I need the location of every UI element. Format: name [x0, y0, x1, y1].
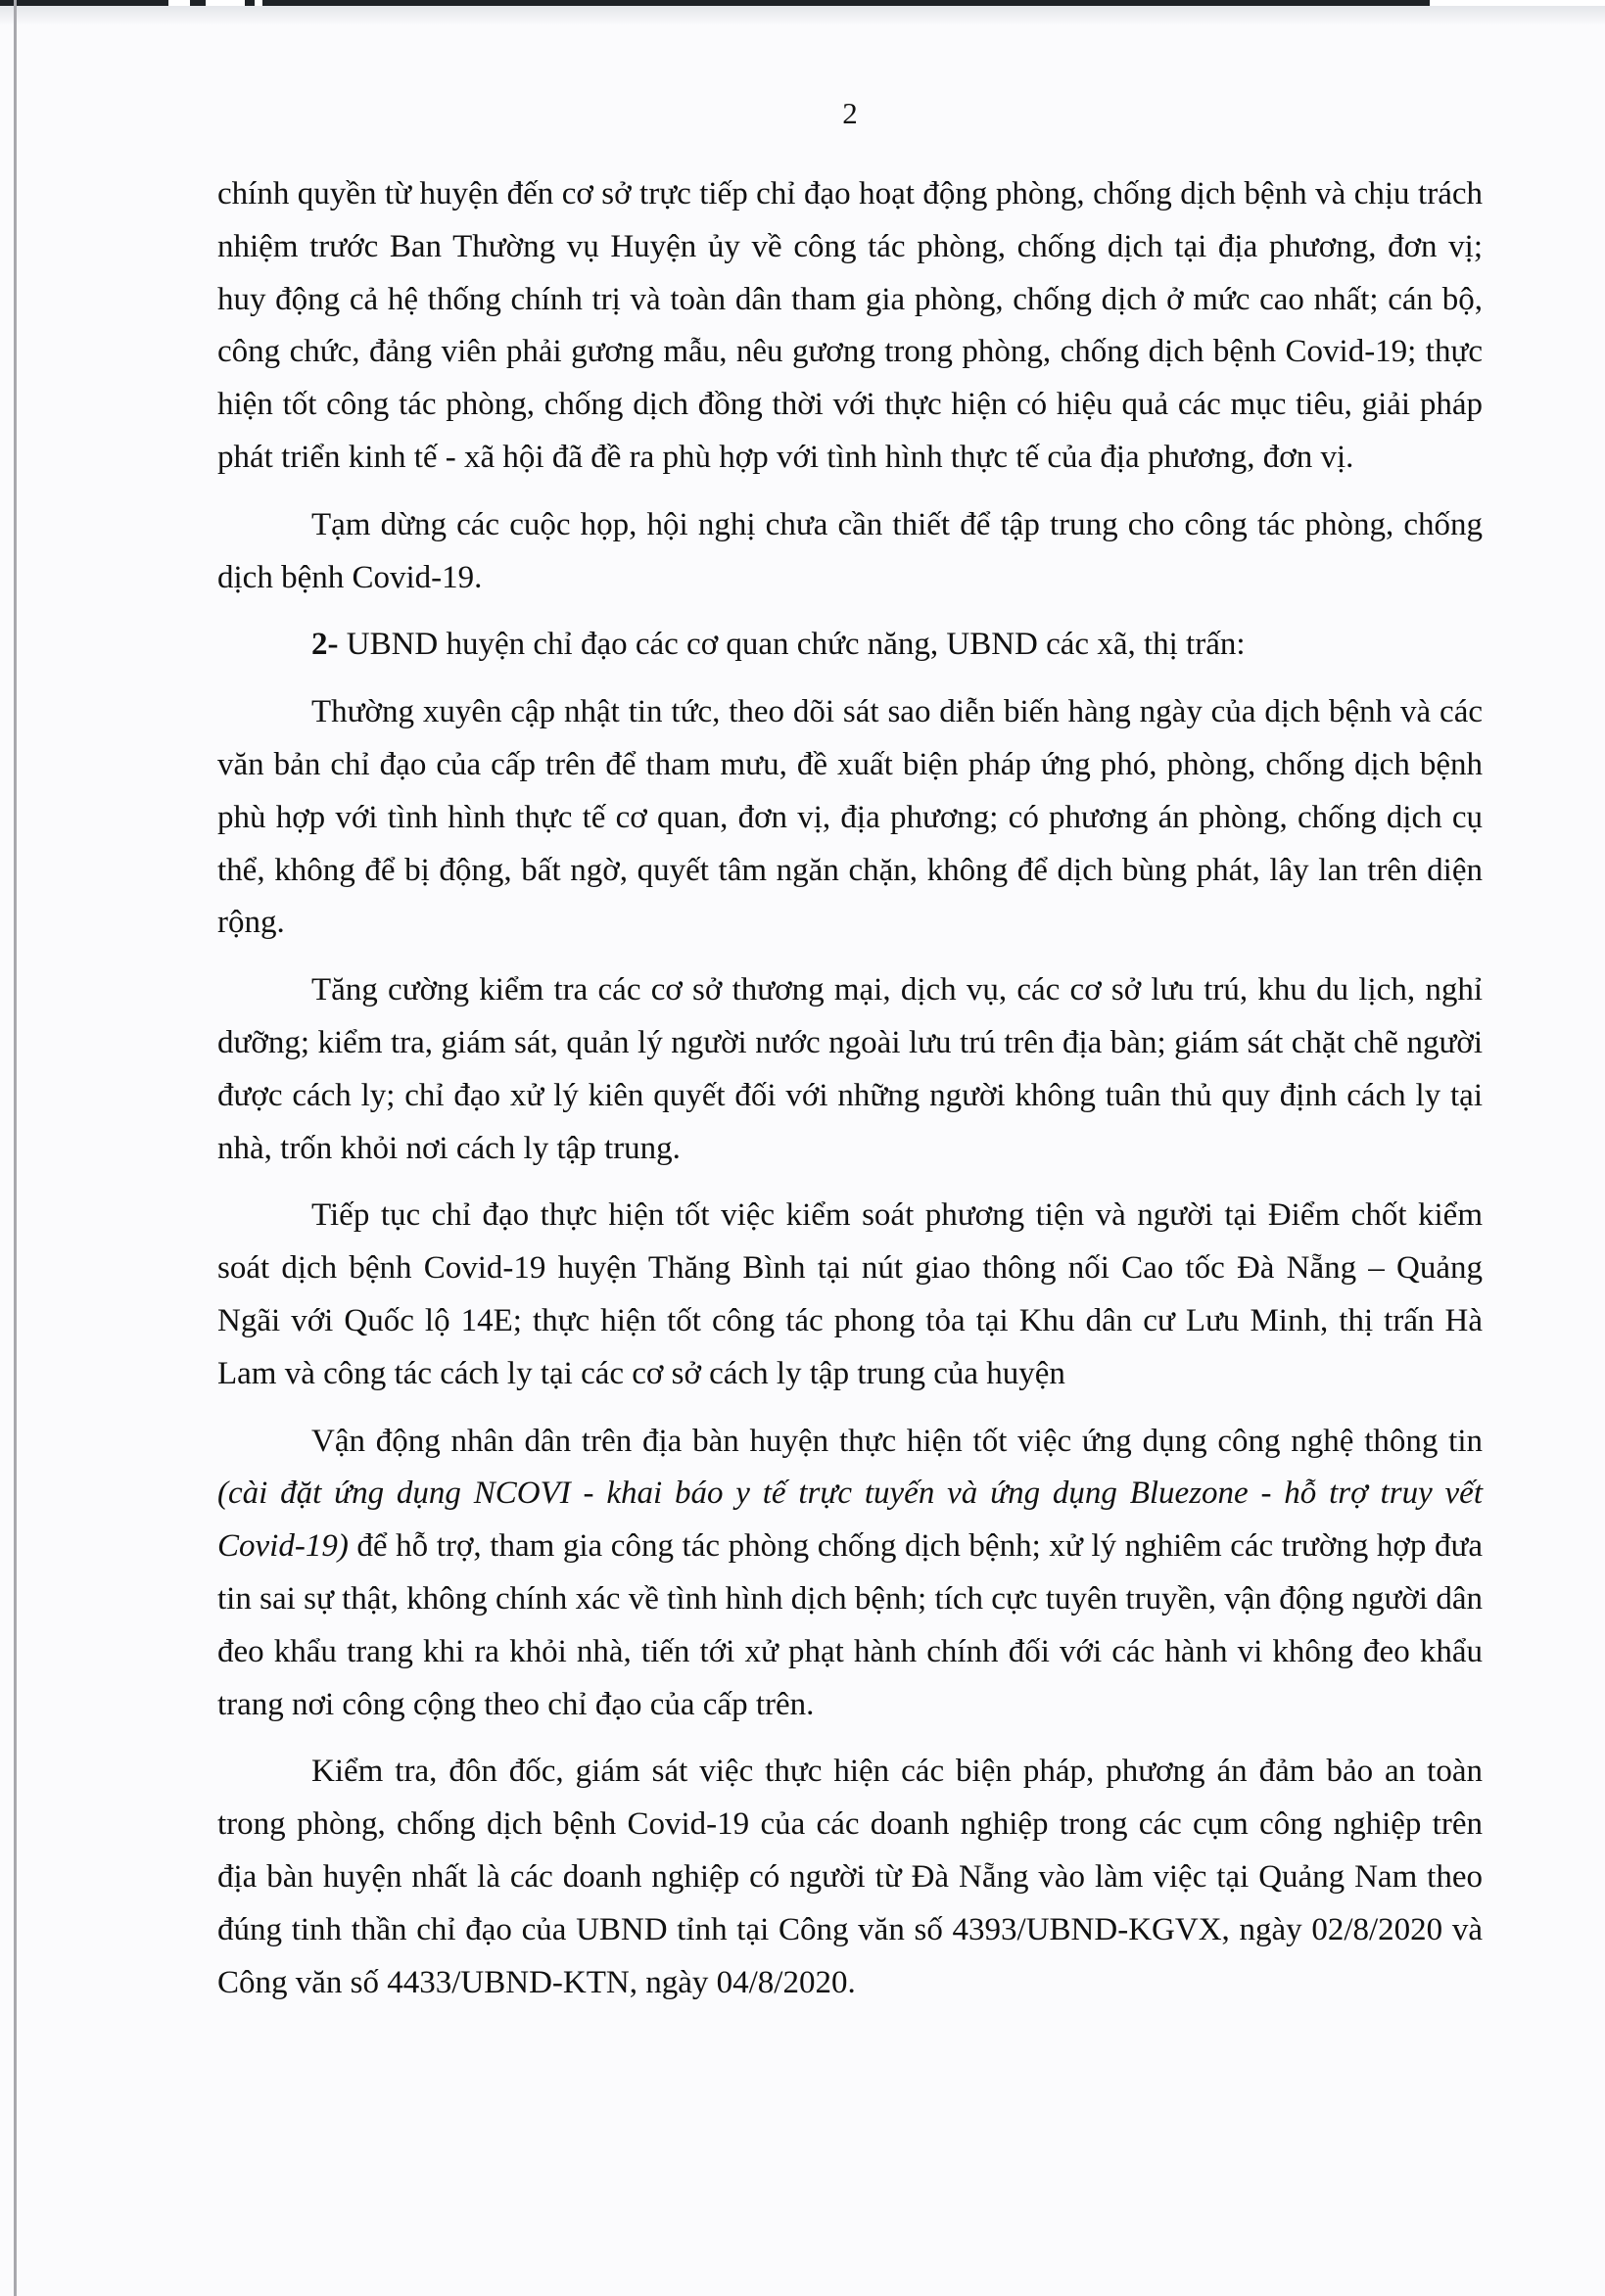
document-page	[217, 94, 1483, 2024]
scan-left-edge	[14, 0, 17, 2296]
paragraph-text: để hỗ trợ, tham gia công tác phòng chống dịch bệnh; xử lý nghiêm các trường hợp đưa tin sai sự thật, không chính xác về tình hình dịch bệnh; tích cực tuyên truyền, vận động người dân đeo khẩu trang khi ra khỏi nhà, tiến tới xử phạt hành chính đối với các hành vi không đeo khẩu trang nơi công cộng theo chỉ đạo của cấp trên.	[217, 1528, 1483, 1722]
section-heading-ubnd-directives	[217, 619, 1483, 672]
paragraph-checkpoint-control: Tiếp tục chỉ đạo thực hiện tốt việc kiểm soát phương tiện và người tại Điểm chốt kiểm soát dịch bệnh Covid-19 huyện Thăng Bình tại nút giao thông nối Cao tốc Đà Nẵng – Quảng Ngãi với Quốc lộ 14E; thực hiện tốt công tác phong tỏa tại Khu dân cư Lưu Minh, thị trấn Hà Lam và công tác cách ly tại các cơ sở cách ly tập trung của huyện	[217, 1197, 1483, 1391]
paragraph-enterprise-supervision: Kiểm tra, đôn đốc, giám sát việc thực hiện các biện pháp, phương án đảm bảo an toàn trong phòng, chống dịch bệnh Covid-19 của các doanh nghiệp trong các cụm công nghiệp trên địa bàn huyện nhất là các doanh nghiệp có người từ Đà Nẵng vào làm việc tại Quảng Nam theo đúng tinh thần chỉ đạo của UBND tỉnh tại Công văn số 4393/UBND-KGVX, ngày 02/8/2020 và Công văn số 4433/UBND-KTN, ngày 04/8/2020.	[217, 1754, 1483, 2000]
section-number: 2-	[311, 627, 339, 663]
scan-top-shadow	[0, 6, 1605, 25]
paragraph-it-application	[217, 1416, 1483, 1732]
app-install-note: (cài đặt ứng dụng NCOVI - khai báo y tế trực tuyến và ứng dụng Bluezone - hỗ trợ truy vết Covid-19)	[217, 1476, 1483, 1565]
section-heading-text: UBND huyện chỉ đạo các cơ quan chức năng, UBND các xã, thị trấn:	[338, 627, 1246, 663]
paragraph-regular-updates: Thường xuyên cập nhật tin tức, theo dõi sát sao diễn biến hàng ngày của dịch bệnh và các văn bản chỉ đạo của cấp trên để tham mưu, đề xuất biện pháp ứng phó, phòng, chống dịch bệnh phù hợp với tình hình thực tế cơ quan, đơn vị, địa phương; có phương án phòng, chống dịch cụ thể, không để bị động, bất ngờ, quyết tâm ngăn chặn, không để dịch bùng phát, lây lan trên diện rộng.	[217, 694, 1483, 941]
paragraph-suspend-meetings: Tạm dừng các cuộc họp, hội nghị chưa cần thiết để tập trung cho công tác phòng, chống dịch bệnh Covid-19.	[217, 506, 1483, 595]
paragraph-text: Vận động nhân dân trên địa bàn huyện thực hiện tốt việc ứng dụng công nghệ thông tin	[311, 1423, 1483, 1459]
page-number: 2	[842, 96, 858, 130]
paragraph-leadership-responsibility: chính quyền từ huyện đến cơ sở trực tiếp chỉ đạo hoạt động phòng, chống dịch bệnh và chịu trách nhiệm trước Ban Thường vụ Huyện ủy về công tác phòng, chống dịch tại địa phương, đơn vị; huy động cả hệ thống chính trị và toàn dân tham gia phòng, chống dịch ở mức cao nhất; cán bộ, công chức, đảng viên phải gương mẫu, nêu gương trong phòng, chống dịch bệnh Covid-19; thực hiện tốt công tác phòng, chống dịch đồng thời với thực hiện có hiệu quả các mục tiêu, giải pháp phát triển kinh tế - xã hội đã đề ra phù hợp với tình hình thực tế của địa phương, đơn vị.	[217, 176, 1483, 475]
paragraph-inspection: Tăng cường kiểm tra các cơ sở thương mại, dịch vụ, các cơ sở lưu trú, khu du lịch, nghỉ dưỡng; kiểm tra, giám sát, quản lý người nước ngoài lưu trú trên địa bàn; giám sát chặt chẽ người được cách ly; chỉ đạo xử lý kiên quyết đối với những người không tuân thủ quy định cách ly tại nhà, trốn khỏi nơi cách ly tập trung.	[217, 972, 1483, 1166]
